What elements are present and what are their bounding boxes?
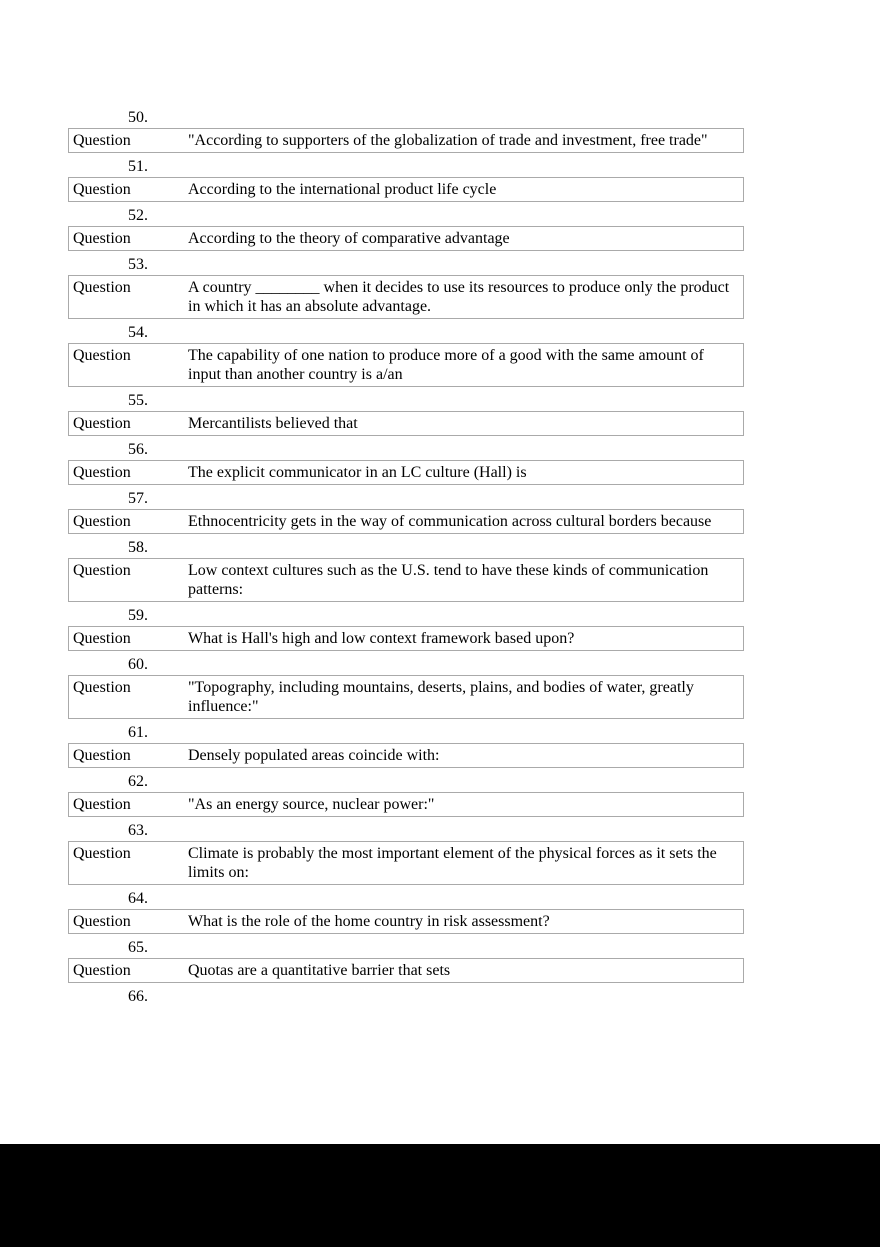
question-item	[0, 157, 880, 202]
question-item	[0, 821, 880, 885]
question-label: Question	[73, 679, 131, 696]
question-label: Question	[73, 347, 131, 364]
question-number: 53.	[128, 256, 148, 273]
question-number: 66.	[128, 988, 148, 1005]
question-number: 57.	[128, 490, 148, 507]
question-number: 55.	[128, 392, 148, 409]
question-box	[68, 226, 744, 251]
question-box	[68, 743, 744, 768]
question-text: "According to supporters of the globalization of trade and investment, free trade"	[188, 132, 708, 149]
question-text: Densely populated areas coincide with:	[188, 747, 440, 764]
question-text: Climate is probably the most important element of the physical forces as it sets the limits on:	[188, 845, 717, 881]
question-box	[68, 909, 744, 934]
question-box	[68, 411, 744, 436]
question-number: 60.	[128, 656, 148, 673]
question-item	[0, 108, 880, 153]
question-label: Question	[73, 796, 131, 813]
question-item	[0, 255, 880, 319]
question-number: 63.	[128, 822, 148, 839]
question-label: Question	[73, 230, 131, 247]
question-box	[68, 460, 744, 485]
question-number: 59.	[128, 607, 148, 624]
question-item	[0, 889, 880, 934]
question-label: Question	[73, 630, 131, 647]
question-label: Question	[73, 913, 131, 930]
question-text: According to the international product life cycle	[188, 181, 497, 198]
question-text: What is the role of the home country in risk assessment?	[188, 913, 550, 930]
question-box	[68, 343, 744, 387]
question-text: According to the theory of comparative advantage	[188, 230, 510, 247]
question-text: Mercantilists believed that	[188, 415, 358, 432]
question-number: 64.	[128, 890, 148, 907]
question-text: "Topography, including mountains, deserts, plains, and bodies of water, greatly influence:"	[188, 679, 694, 715]
question-number: 62.	[128, 773, 148, 790]
question-label: Question	[73, 181, 131, 198]
question-number: 50.	[128, 109, 148, 126]
question-item	[0, 938, 880, 983]
question-number: 58.	[128, 539, 148, 556]
question-item	[0, 489, 880, 534]
question-item	[0, 538, 880, 602]
question-label: Question	[73, 279, 131, 296]
question-box	[68, 626, 744, 651]
question-text: A country ________ when it decides to use its resources to produce only the product in which it has an absolute advantage.	[188, 279, 730, 315]
question-item	[0, 440, 880, 485]
question-text: Low context cultures such as the U.S. tend to have these kinds of communication patterns:	[188, 562, 709, 598]
question-item	[0, 323, 880, 387]
question-item	[0, 391, 880, 436]
question-label: Question	[73, 415, 131, 432]
question-item	[0, 772, 880, 817]
question-list	[0, 108, 880, 1007]
question-item	[0, 606, 880, 651]
question-number: 51.	[128, 158, 148, 175]
question-item	[0, 655, 880, 719]
question-label: Question	[73, 464, 131, 481]
question-box	[68, 128, 744, 153]
question-box	[68, 792, 744, 817]
question-item	[0, 723, 880, 768]
question-box	[68, 275, 744, 319]
question-label: Question	[73, 513, 131, 530]
question-label: Question	[73, 747, 131, 764]
question-text: Ethnocentricity gets in the way of communication across cultural borders because	[188, 513, 712, 530]
question-item	[0, 987, 880, 1007]
question-box	[68, 558, 744, 602]
question-number: 65.	[128, 939, 148, 956]
question-text: The explicit communicator in an LC culture (Hall) is	[188, 464, 527, 481]
question-box	[68, 958, 744, 983]
question-box	[68, 509, 744, 534]
question-label: Question	[73, 845, 131, 862]
question-label: Question	[73, 132, 131, 149]
question-number: 61.	[128, 724, 148, 741]
question-text: What is Hall's high and low context framework based upon?	[188, 630, 575, 647]
question-box	[68, 177, 744, 202]
question-label: Question	[73, 562, 131, 579]
question-label: Question	[73, 962, 131, 979]
question-item	[0, 206, 880, 251]
question-box	[68, 675, 744, 719]
question-number: 54.	[128, 324, 148, 341]
question-text: "As an energy source, nuclear power:"	[188, 796, 435, 813]
question-box	[68, 841, 744, 885]
question-number: 52.	[128, 207, 148, 224]
bottom-black-bar	[0, 1144, 880, 1247]
question-number: 56.	[128, 441, 148, 458]
question-text: Quotas are a quantitative barrier that sets	[188, 962, 451, 979]
question-text: The capability of one nation to produce more of a good with the same amount of input than another country is a/an	[188, 347, 704, 383]
